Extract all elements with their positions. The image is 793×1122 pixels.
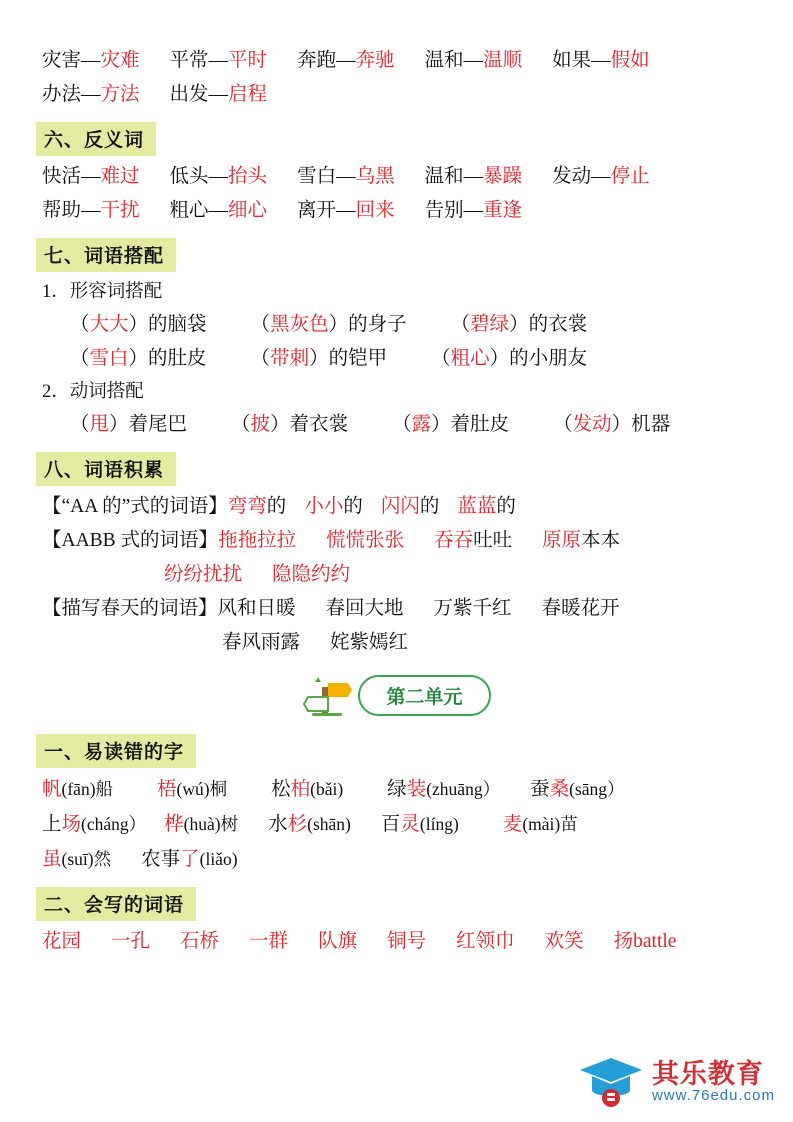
highlight-text: 灾难 <box>100 50 140 71</box>
plain-text: 灾害— <box>42 50 101 71</box>
highlight-text: 启程 <box>228 84 268 105</box>
plain-text: 上 <box>42 814 62 835</box>
highlight-text: 小小 <box>304 496 344 517</box>
highlight-text: 雪白 <box>89 348 129 369</box>
plain-text: 的 <box>266 496 287 517</box>
highlight-text: 假如 <box>610 50 650 71</box>
plain-text: 帮助— <box>42 200 101 221</box>
highlight-text: 张张 <box>365 530 405 551</box>
signpost-icon <box>302 673 354 717</box>
content-line <box>36 44 757 78</box>
content-line <box>36 160 757 194</box>
highlight-text: 石桥 <box>180 931 220 952</box>
plain-text: (cháng） <box>81 814 147 834</box>
sections-part-two <box>36 724 757 959</box>
plain-text: 奔跑— <box>297 50 356 71</box>
plain-text: (bǎi) <box>310 779 344 799</box>
plain-text: (zhuāng） <box>426 779 501 799</box>
plain-text: ）机器 <box>611 414 671 435</box>
plain-text: 的 <box>419 496 440 517</box>
highlight-text: 拖拖拉拉 <box>218 530 297 551</box>
highlight-text: 一群 <box>249 931 289 952</box>
content-line <box>36 376 757 408</box>
highlight-text: 桑 <box>549 779 570 800</box>
highlight-text: 碧绿 <box>470 314 510 335</box>
content-line <box>36 490 757 524</box>
plain-text: 【“AA 的”式的词语】 <box>42 496 228 517</box>
content-line <box>36 194 757 228</box>
plain-text: 办法— <box>42 84 101 105</box>
highlight-text: 隐隐约约 <box>272 564 351 585</box>
section-heading: 七、词语搭配 <box>36 238 176 272</box>
plain-text: ）的身子 <box>328 314 407 335</box>
plain-text: ）的小朋友 <box>489 348 588 369</box>
plain-text: 温和— <box>424 166 484 187</box>
highlight-text: 粗心 <box>450 348 490 369</box>
plain-text: 水 <box>268 814 288 835</box>
section-heading: 一、易读错的字 <box>36 734 196 768</box>
content-line <box>36 772 757 807</box>
plain-text: （ <box>70 414 90 435</box>
plain-text: （ <box>392 414 412 435</box>
plain-text: 吐吐 <box>473 530 513 551</box>
highlight-text: 红领巾 <box>456 931 515 952</box>
highlight-text: 一孔 <box>111 931 151 952</box>
plain-text: 春风雨露 <box>222 632 301 653</box>
content-line <box>36 308 757 342</box>
highlight-text: 发动 <box>572 414 612 435</box>
plain-text: 农事 <box>141 849 181 870</box>
plain-text: 2．动词搭配 <box>42 382 144 402</box>
plain-text: 低头— <box>169 166 229 187</box>
plain-text: ）着尾巴 <box>109 414 188 435</box>
plain-text: 的 <box>496 496 516 517</box>
highlight-text: 灵 <box>400 814 420 835</box>
plain-text: 本本 <box>581 530 621 551</box>
plain-text: 松 <box>271 779 291 800</box>
plain-text: 蚕 <box>530 779 550 800</box>
plain-text: (wú)桐 <box>176 779 228 799</box>
highlight-text: 暴躁 <box>483 166 523 187</box>
plain-text: 快活— <box>42 166 101 187</box>
plain-text: 春暖花开 <box>541 598 620 619</box>
highlight-text: 场 <box>61 814 82 835</box>
plain-text: (liǎo) <box>199 849 238 869</box>
plain-text: 1．形容词搭配 <box>42 282 163 302</box>
highlight-text: 重逢 <box>483 200 523 221</box>
content-line <box>36 842 757 877</box>
section-heading: 二、会写的词语 <box>36 887 196 921</box>
watermark <box>578 1052 775 1112</box>
highlight-text: 温顺 <box>483 50 523 71</box>
plain-text: （ <box>553 414 573 435</box>
highlight-text: 扬battle <box>613 931 677 952</box>
highlight-text: 大大 <box>89 314 129 335</box>
highlight-text: 花园 <box>42 931 82 952</box>
plain-text: (sāng） <box>569 779 625 799</box>
highlight-text: 柏 <box>290 779 311 800</box>
plain-text: （ <box>250 314 271 335</box>
plain-text: ）着衣裳 <box>270 414 349 435</box>
highlight-text: 乌黑 <box>355 166 395 187</box>
plain-text: （ <box>70 314 90 335</box>
highlight-text: 虽 <box>42 849 62 870</box>
plain-text: (suī)然 <box>61 849 112 869</box>
content-line <box>36 276 757 308</box>
plain-text: (huà)树 <box>183 814 239 834</box>
highlight-text: 干扰 <box>100 200 140 221</box>
plain-text: 绿 <box>387 779 407 800</box>
plain-text: 万紫千红 <box>433 598 512 619</box>
plain-text: 的 <box>343 496 363 517</box>
unit-banner <box>36 672 757 718</box>
plain-text: (mài)苗 <box>522 814 578 834</box>
highlight-text: 梧 <box>157 779 177 800</box>
top-synonym-lines <box>36 44 757 112</box>
graduation-cap-icon <box>578 1052 644 1112</box>
highlight-text: 原原 <box>542 530 582 551</box>
highlight-text: 奔驰 <box>355 50 395 71</box>
plain-text: 粗心— <box>169 200 229 221</box>
content-line <box>36 807 757 842</box>
content-line <box>36 592 757 626</box>
highlight-text: 麦 <box>502 814 523 835</box>
unit-label: 第二单元 <box>358 675 490 716</box>
highlight-text: 弯弯 <box>227 496 267 517</box>
plain-text: 【AABB 式的词语】 <box>42 530 219 551</box>
highlight-text: 带刺 <box>270 348 310 369</box>
content-line <box>36 342 757 376</box>
highlight-text: 难过 <box>100 166 140 187</box>
section-heading: 六、反义词 <box>36 122 156 156</box>
plain-text: 姹紫嫣红 <box>330 632 409 653</box>
plain-text: ）的脑袋 <box>128 314 207 335</box>
plain-text: ）的铠甲 <box>309 348 388 369</box>
highlight-text: 队旗 <box>318 931 358 952</box>
plain-text: （ <box>250 348 271 369</box>
content-line <box>36 524 757 558</box>
plain-text: （ <box>231 414 251 435</box>
highlight-text: 杉 <box>287 814 308 835</box>
plain-text: (líng) <box>419 814 459 834</box>
highlight-text: 帆 <box>42 779 62 800</box>
sections-part-one <box>36 112 757 660</box>
highlight-text: 停止 <box>610 166 650 187</box>
plain-text: （ <box>431 348 451 369</box>
highlight-text: 桦 <box>164 814 184 835</box>
watermark-title: 其乐教育 <box>651 1058 764 1089</box>
highlight-text: 吞吞 <box>434 530 474 551</box>
plain-text: 【描写春天的词语】风和日暖 <box>42 598 296 619</box>
plain-text: 如果— <box>552 50 611 71</box>
plain-text: 百 <box>380 814 401 835</box>
plain-text: (fān)船 <box>61 779 114 799</box>
plain-text: 出发— <box>169 84 229 105</box>
plain-text: (shān) <box>307 814 351 834</box>
highlight-text: 披 <box>250 414 271 435</box>
plain-text: （ <box>450 314 471 335</box>
highlight-text: 蓝蓝 <box>457 496 497 517</box>
plain-text: 温和— <box>424 50 484 71</box>
content-line <box>36 925 757 959</box>
highlight-text: 了 <box>180 849 200 870</box>
plain-text: 告别— <box>424 200 484 221</box>
plain-text: ）着肚皮 <box>431 414 510 435</box>
plain-text: 春回大地 <box>325 598 404 619</box>
content-line <box>36 558 757 592</box>
highlight-text: 平时 <box>228 50 268 71</box>
watermark-url: www.76edu.com <box>651 1087 775 1105</box>
highlight-text: 细心 <box>228 200 268 221</box>
content-line <box>36 408 757 442</box>
highlight-text: 铜号 <box>387 931 427 952</box>
highlight-text: 回来 <box>355 200 395 221</box>
content-line <box>36 78 757 112</box>
highlight-text: 闪闪 <box>380 496 420 517</box>
plain-text: ）的肚皮 <box>128 348 207 369</box>
plain-text: （ <box>70 348 90 369</box>
plain-text: ）的衣裳 <box>509 314 588 335</box>
plain-text: 平常— <box>169 50 229 71</box>
highlight-text: 装 <box>406 779 427 800</box>
highlight-text: 抬头 <box>228 166 268 187</box>
plain-text: 离开— <box>297 200 356 221</box>
highlight-text: 欢笑 <box>544 931 584 952</box>
plain-text: 雪白— <box>297 166 356 187</box>
highlight-text: 甩 <box>89 414 110 435</box>
highlight-text: 黑灰色 <box>270 314 329 335</box>
content-line <box>36 626 757 660</box>
plain-text: 发动— <box>552 166 611 187</box>
section-heading: 八、词语积累 <box>36 452 176 486</box>
highlight-text: 露 <box>411 414 432 435</box>
highlight-text: 纷纷扰扰 <box>164 564 243 585</box>
highlight-text: 慌慌 <box>326 530 366 551</box>
highlight-text: 方法 <box>100 84 140 105</box>
